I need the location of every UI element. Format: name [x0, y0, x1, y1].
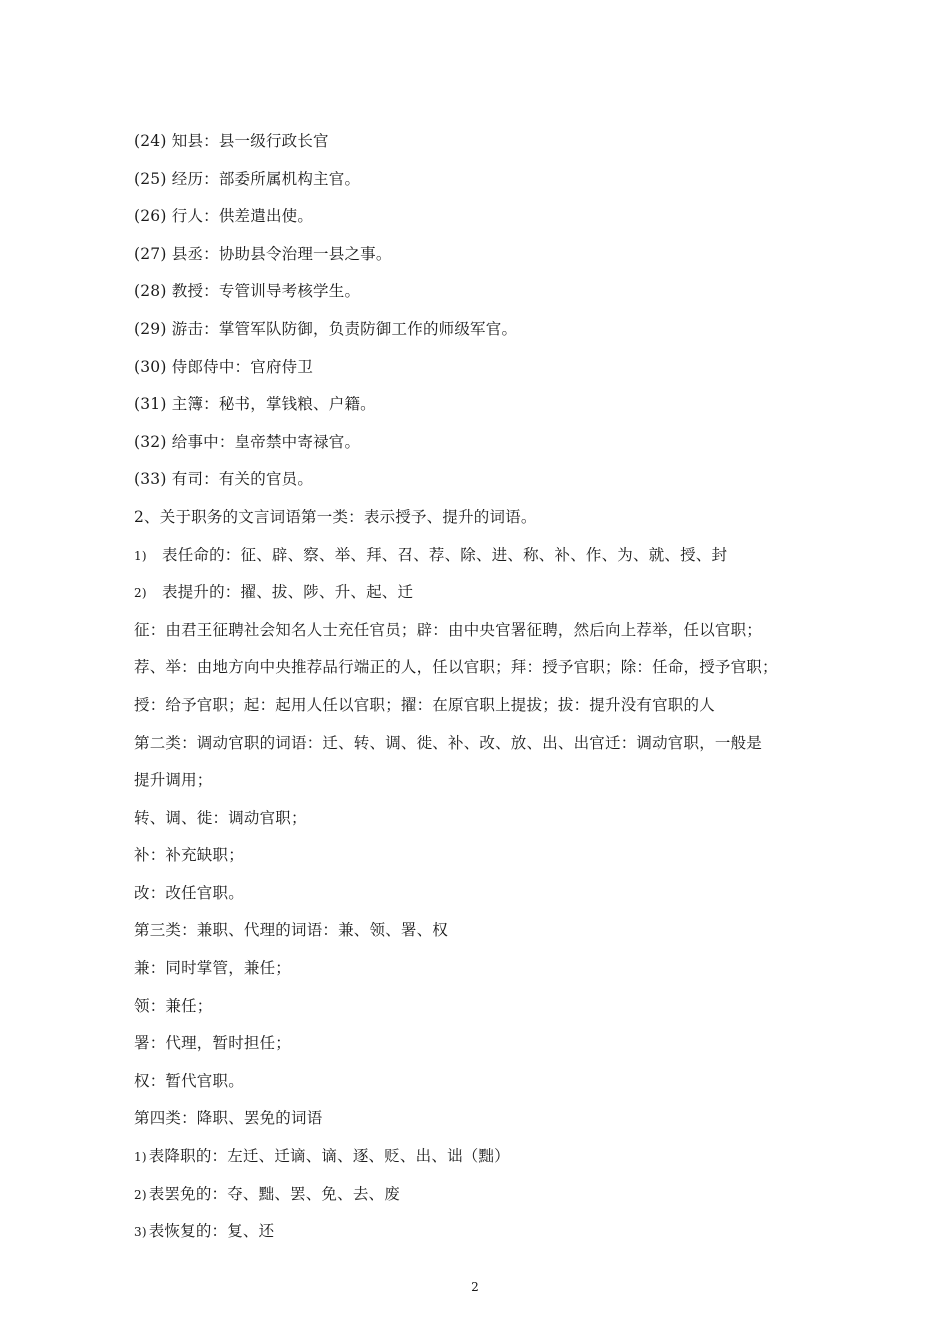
entry-32: (32) 给事中：皇帝禁中寄禄官。: [134, 432, 361, 451]
category-heading: 第四类：降职、罢免的词语: [134, 1109, 323, 1128]
definition-line: 补：补充缺职；: [134, 846, 244, 865]
list-number: 3): [134, 1225, 147, 1240]
definition-line: 权：暂代官职。: [134, 1071, 244, 1090]
entry-29: (29) 游击：掌管军队防御，负责防御工作的师级军官。: [134, 319, 518, 338]
section-heading: 2、关于职务的文言词语第一类：表示授予、提升的词语。: [134, 507, 537, 526]
definition-line: 改：改任官职。: [134, 883, 244, 902]
entry-31: (31) 主簿：秘书，掌钱粮、户籍。: [134, 395, 376, 414]
entry-24: (24) 知县：县一级行政长官: [134, 132, 329, 150]
list-text: 表恢复的：复、还: [148, 1222, 275, 1241]
definition-line: 征：由君王征聘社会知名人士充任官员；辟：由中央官署征聘，然后向上荐举，任以官职；: [134, 620, 763, 639]
list-text: 表任命的：征、辟、察、举、拜、召、荐、除、进、称、补、作、为、就、授、封: [162, 545, 728, 564]
list-item-restore: [134, 1213, 834, 1251]
category-heading: 第三类：兼职、代理的词语：兼、领、署、权: [134, 921, 449, 940]
list-number: 2): [134, 1187, 147, 1202]
list-number: 1): [134, 1150, 147, 1165]
entry-26: (26) 行人：供差遣出使。: [134, 207, 314, 226]
definition-line: 授：给予官职；起：起用人任以官职；擢：在原官职上提拔；拔：提升没有官职的人: [134, 695, 715, 714]
document-body: [134, 123, 834, 1251]
list-number: 2): [134, 586, 147, 601]
definition-line: 荐、举：由地方向中央推荐品行端正的人，任以官职；拜：授予官职；除：任命，授予官职；: [134, 658, 778, 677]
page-number: 2: [471, 1280, 479, 1294]
entry-30: (30) 侍郎侍中：官府侍卫: [134, 357, 314, 376]
list-number: 1): [134, 548, 147, 563]
definition-line: 转、调、徙：调动官职；: [134, 808, 307, 827]
category-heading: 第二类：调动官职的词语：迁、转、调、徙、补、改、放、出、出官迁：调动官职，一般是: [134, 733, 763, 752]
definition-line: 领：兼任；: [134, 996, 213, 1015]
list-item-promote: [134, 574, 834, 612]
list-text: 表降职的：左迁、迁谪、谪、逐、贬、出、诎（黜）: [148, 1147, 510, 1166]
list-item-appoint: [134, 537, 834, 575]
entry-33: (33) 有司：有关的官员。: [134, 470, 314, 489]
definition-line: 兼：同时掌管，兼任；: [134, 959, 292, 978]
entry-25: (25) 经历：部委所属机构主官。: [134, 169, 361, 188]
category-continuation: 提升调用；: [134, 771, 213, 790]
entry-28: (28) 教授：专管训导考核学生。: [134, 282, 361, 301]
list-item-demote: [134, 1138, 834, 1176]
entry-27: (27) 县丞：协助县令治理一县之事。: [134, 244, 392, 263]
list-text: 表提升的：擢、拔、陟、升、起、迁: [162, 583, 414, 602]
definition-line: 署：代理，暂时担任；: [134, 1034, 292, 1053]
list-item-dismiss: [134, 1176, 834, 1214]
list-text: 表罢免的：夺、黜、罢、免、去、废: [148, 1184, 400, 1203]
